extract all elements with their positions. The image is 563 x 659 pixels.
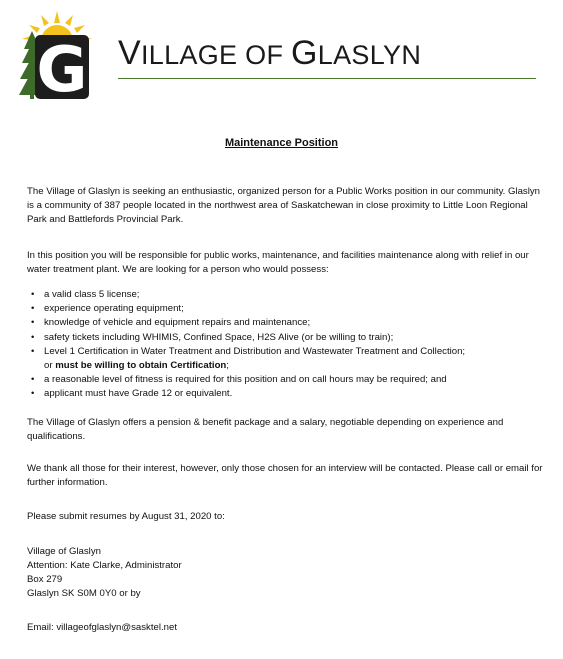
list-item: • experience operating equipment; <box>27 302 547 316</box>
certification-note: or must be willing to obtain Certification; <box>44 360 229 372</box>
bullet-icon: • <box>31 331 35 343</box>
responsibility-paragraph: In this position you will be responsible for public works, maintenance, and facilities maintenance along with relief in our water treatment plant. We are looking for a person who would possess: <box>27 250 529 275</box>
address-line: Attention: Kate Clarke, Administrator <box>27 560 182 571</box>
address-line: Glaslyn SK S0M 0Y0 or by <box>27 588 141 599</box>
submit-deadline: Please submit resumes by August 31, 2020 to: <box>27 511 225 522</box>
mailing-address <box>27 545 182 601</box>
bullet-icon: • <box>31 317 35 329</box>
list-item: • a valid class 5 license; <box>27 288 547 302</box>
village-logo <box>18 9 96 101</box>
address-line: Village of Glaslyn <box>27 546 101 557</box>
page-title: Maintenance Position <box>224 137 339 149</box>
village-title: VILLAGE OF GLASLYN <box>118 34 422 72</box>
intro-paragraph: The Village of Glaslyn is seeking an enthusiastic, organized person for a Public Works position in our community. Glaslyn is a community of 387 people located in the northwest area of Saskatchewan in close proximity to Little Loon Regional Park and Battlefords Provincial Park. <box>27 186 540 225</box>
list-item: • Level 1 Certification in Water Treatment and Distribution and Wastewater Treatment and Collection; or must be willing to obtain Certification; <box>27 345 547 373</box>
bullet-icon: • <box>31 345 35 357</box>
list-item: • a reasonable level of fitness is required for this position and on call hours may be required; and <box>27 373 547 387</box>
contact-email[interactable]: Email: villageofglaslyn@sasktel.net <box>27 622 177 633</box>
list-item: • applicant must have Grade 12 or equivalent. <box>27 387 547 401</box>
bullet-icon: • <box>31 374 35 386</box>
header-divider <box>118 78 536 79</box>
list-item: • safety tickets including WHIMIS, Confined Space, H2S Alive (or be willing to train); <box>27 331 547 345</box>
benefits-paragraph: The Village of Glaslyn offers a pension & benefit package and a salary, negotiable depending on experience and qualifications. <box>27 417 504 442</box>
logo-letter: G <box>36 33 88 101</box>
thanks-paragraph: We thank all those for their interest, however, only those chosen for an interview will be contacted. Please call or email for further information. <box>27 463 543 488</box>
qualifications-list <box>27 288 547 402</box>
bullet-icon: • <box>31 289 35 300</box>
list-item: • knowledge of vehicle and equipment repairs and maintenance; <box>27 316 547 330</box>
bullet-icon: • <box>31 388 35 400</box>
address-line: Box 279 <box>27 574 63 585</box>
bullet-icon: • <box>31 303 35 315</box>
